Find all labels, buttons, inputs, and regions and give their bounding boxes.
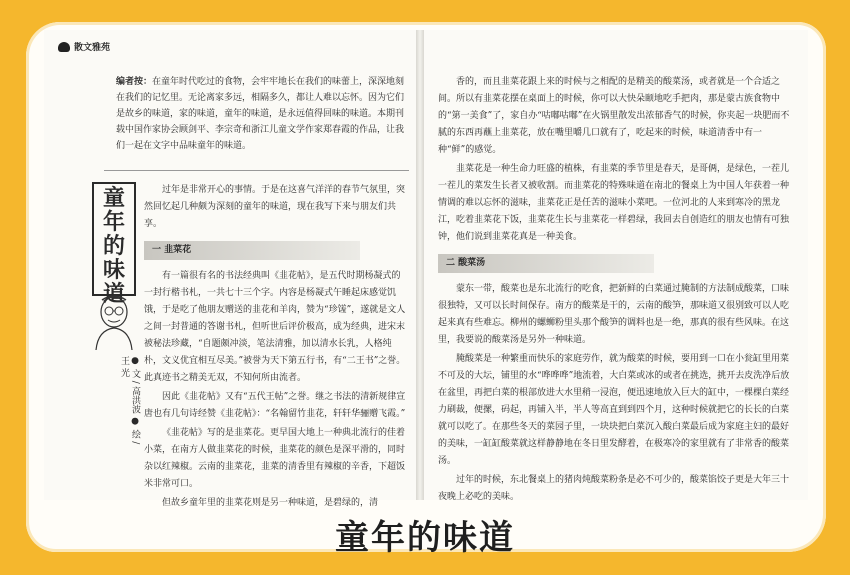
page-header (58, 40, 110, 53)
editor-note (116, 74, 408, 154)
section-heading: 二 酸菜汤 (438, 254, 654, 273)
paragraph: 香的，而且韭菜花跟上来的时候与之相配的是精美的酸菜汤，或者就是一个合适之间。所以有韭菜花摆在桌面上的时候，你可以大快朵颐地吃手把肉，那是蒙古族食物中的“第一美食”了，家自办“咕嘟咕嘟”在火锅里散发出浓郁香气的时候，你夹起一块肥而不腻的东西再蘸上韭菜花，放在嘴里嚼几口就有了，吃起来的时候，味道清香中有一种“鲜”的感觉。 (438, 77, 790, 155)
author-portrait-illustration (90, 292, 138, 350)
left-page (44, 30, 417, 508)
section-heading: 一 韭菜花 (144, 241, 360, 260)
title-char: 的 (102, 233, 125, 259)
title-char: 道 (102, 281, 125, 307)
book-spine (416, 30, 424, 500)
article-title (92, 182, 136, 307)
paragraph: 腌酸菜是一种繁重而快乐的家庭劳作，就为酸菜的时候，要用到一口在小瓮缸里用菜不可及的大坛，铺里的水“哗哗哗”地流着，大白菜或冰的或者在挑选，挑开去皮洗净后放在盆里，再把白菜的根部放进大水里稍一浸泡，便迅速地放入巨大的缸中，一棵棵白菜经力刷裁，便摞，码起，再铺入半，半人等高直到到四个月，这种时候就把它的长长的白菜就可以吃了。在那些冬天的菜园子里，一块块把白菜沉入酸白菜最后成为家庭主妇的最好的美味，一缸缸酸菜就这样静静地在冬日里发酵着，在极寒冷的家里就有了非常香的酸菜汤。 (438, 354, 790, 466)
paragraph: 《韭花帖》写的是韭菜花。更早国大地上一种典北流行的佳着小菜，在南方人做韭菜花的时候，韭菜花的颜色是深平滑的，同时杂以红辣椒。云南的韭菜花，韭菜的清香里有辣椒的辛香，下超饭米非常可口。 (144, 428, 406, 489)
left-body-text (144, 182, 408, 514)
illustrator-credit: ● 绘 / 王 光 (119, 356, 140, 445)
divider (104, 170, 409, 171)
byline (92, 356, 140, 456)
editor-note-text: 在童年时代吃过的食物，会牢牢地长在我们的味蕾上，深深地刻在我们的记忆里。无论离家多远，相隔多久，都让人难以忘怀。因为它们是故乡的味道，家的味道，童年的味道，是永远值得回味的味道。本期刊载中国作家协会顾剑平、李宗奇和浙江儿童文学作家郑春霞的作品，让我们一起在文字中品味童年的味道。 (116, 77, 405, 151)
logo-icon (58, 42, 70, 52)
image-caption: 童年的味道 (335, 518, 515, 558)
title-char: 年 (102, 209, 125, 235)
title-char: 童 (102, 185, 125, 211)
paragraph: 因此《韭花帖》又有“五代王帖”之誉。继之书法的清新规律宣唐也有几句诗经赞《韭花帖》：“名翰留竹韭花，轩轩华骊赠飞霞。” (144, 392, 406, 419)
paragraph: 过年是非常开心的事情。于是在这喜气洋洋的春节气氛里，突然回忆起几种颇为深刻的童年的味道，现在我写下来与朋友们共享。 (144, 185, 406, 229)
paragraph: 韭菜花是一种生命力旺盛的植株，有韭菜的季节里是春天，是哥俩，是绿色，一茬儿一茬儿的菜发生长者又被收割。而韭菜花的特殊味道在南北的餐桌上为中国人年获着一种情调的难以忘怀的滋味，韭菜花正是任苦的滋味小菜吧。一位河北的人来到寒冷的黑龙江，吃着韭菜花下饭，韭菜花生长与韭菜花一样碧绿，我回去自创造红的朋友也情有可独钟，他们说到韭菜花真是一种美食。 (438, 164, 790, 242)
open-book (44, 30, 808, 508)
right-body-text (438, 74, 794, 508)
paragraph: 过年的时候，东北餐桌上的猪肉炖酸菜粉条是必不可少的，酸菜馅饺子更是大年三十夜晚上必吃的美味。 (438, 475, 790, 502)
paragraph: 有一篇很有名的书法经典叫《韭花帖》，是五代时期杨凝式的一封行楷书札，一共七十三个字。内容是杨凝式午睡起床感觉饥饿，于是吃了他朋友赠送的韭花和羊肉，赞为“珍馐”，遂就是文人之间一封普通的答谢书札，但听世后评价极高，成为经典，进宋末被秘法珍藏，“自题颇冲淡，笔法清雅，加以清水长乳，人格纯朴，文义优宜相互尽美。”被誉为天下第五行书，有“二王书”之誉。此真迹书之精美无双，不知何所由流者。 (144, 271, 406, 383)
title-char: 味 (102, 257, 125, 283)
editor-note-label: 编者按： (116, 77, 153, 87)
paragraph: 蒙东一带，酸菜也是东北流行的吃食，把新鲜的白菜通过腌制的方法制成酸菜，口味很独特，又可以长时间保存。南方的酸菜是干的，云南的酸笋，那味道又很别致可以人吃起来真有些难忘。柳州的螺蛳粉里头那个酸笋的调料也是一绝，那真的很有些风味。在这里，我要说的酸菜汤是另外一种味道。 (438, 284, 790, 345)
author-credit: ● 文 / 高洪波 (130, 356, 140, 414)
series-name: 散文雅苑 (74, 43, 111, 53)
right-page (424, 30, 808, 500)
paragraph: 但故乡童年里的韭菜花则是另一种味道，是碧绿的，清 (162, 498, 379, 508)
